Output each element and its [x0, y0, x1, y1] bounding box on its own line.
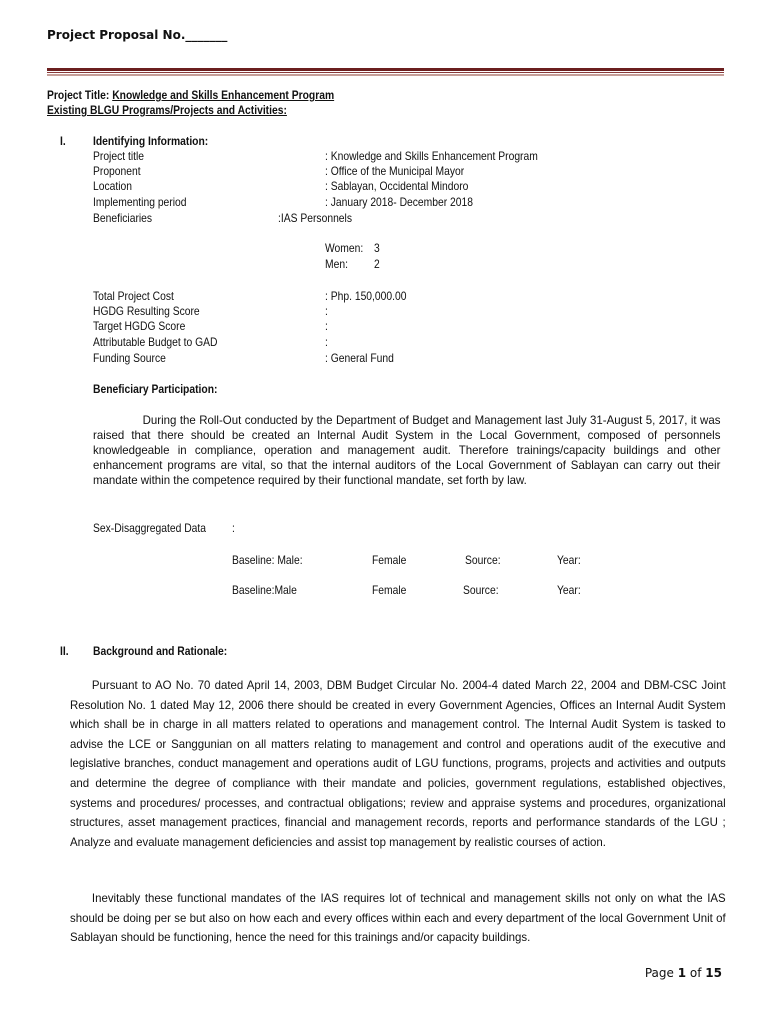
- women-label: Women:: [325, 241, 364, 255]
- field-value: :: [325, 319, 328, 333]
- section-1-numeral: I.: [60, 134, 66, 148]
- rationale-paragraph-2: Inevitably these functional mandates of the IAS requires lot of technical and management skills not only on what the IAS should be doing per se but also on how each and every offices within each and every department of the local Government Unit of Sablayan should be functioning, hence the need for this trainings and/or capacity buildings.: [70, 891, 726, 945]
- page-current: 1: [677, 966, 687, 980]
- field-value: : General Fund: [325, 351, 394, 365]
- sex-disaggregated-label: Sex-Disaggregated Data: [93, 521, 207, 535]
- field-value: : Sablayan, Occidental Mindoro: [325, 179, 469, 193]
- field-value: : Php. 150,000.00: [325, 289, 407, 303]
- project-title-value: Knowledge and Skills Enhancement Program: [112, 88, 335, 102]
- beneficiary-participation-heading: Beneficiary Participation:: [93, 382, 218, 396]
- baseline-source: Source:: [463, 583, 499, 597]
- field-label: Total Project Cost: [93, 289, 174, 303]
- field-value: : Office of the Municipal Mayor: [325, 164, 465, 178]
- page-of: of: [689, 966, 702, 980]
- field-value: :: [325, 304, 328, 318]
- page-total: 15: [705, 966, 722, 980]
- baseline-label: Baseline: Male:: [232, 553, 303, 567]
- project-title-line: [47, 88, 334, 103]
- beneficiaries-label: Beneficiaries: [93, 211, 153, 225]
- field-value: : Knowledge and Skills Enhancement Program: [325, 149, 538, 163]
- participation-paragraph: During the Roll-Out conducted by the Department of Budget and Management last July 31-August 5, 2017, it was raised that there should be created an Internal Audit System in the Local Government, composed of personnels knowledgeable in compliance, operation and management audit. Therefore trainings/capacity buildings and other enhancement programs are vital, so that the internal auditors of the Local Government of Sablayan can carry out their mandate within the competence required by their functional mandate, set forth by law.: [93, 413, 721, 487]
- field-label: Target HGDG Score: [93, 319, 186, 333]
- field-label: HGDG Resulting Score: [93, 304, 200, 318]
- section-2-numeral: II.: [60, 644, 69, 658]
- men-count: 2: [374, 257, 380, 271]
- proposal-number-label: Project Proposal No._______: [47, 28, 228, 42]
- baseline-label: Baseline:Male: [232, 583, 297, 597]
- project-title-label: Project Title:: [47, 88, 110, 102]
- page-number: [645, 966, 722, 980]
- beneficiaries-value: :IAS Personnels: [278, 211, 353, 225]
- baseline-source: Source:: [465, 553, 501, 567]
- field-label: Location: [93, 179, 133, 193]
- baseline-year: Year:: [557, 553, 581, 567]
- field-label: Implementing period: [93, 195, 187, 209]
- section-2-heading: Background and Rationale:: [93, 644, 228, 658]
- field-label: Attributable Budget to GAD: [93, 335, 218, 349]
- field-label: Project title: [93, 149, 145, 163]
- men-label: Men:: [325, 257, 348, 271]
- field-label: Proponent: [93, 164, 141, 178]
- baseline-female: Female: [372, 583, 407, 597]
- baseline-year: Year:: [557, 583, 581, 597]
- section-1-heading: Identifying Information:: [93, 134, 209, 148]
- women-count: 3: [374, 241, 380, 255]
- field-label: Funding Source: [93, 351, 166, 365]
- field-value: :: [325, 335, 328, 349]
- rationale-paragraph-1: Pursuant to AO No. 70 dated April 14, 2003, DBM Budget Circular No. 2004-4 dated March 22, 2004 and DBM-CSC Joint Resolution No. 1 dated May 12, 2006 there should be created in every Government Agencies, Offices an Internal Audit System which shall be in charge in all matters related to operations and management control. The Internal Audit System is tasked to advise the LCE or Sanggunian on all matters relating to management and control and operations audit of the executive and legislative branches, conduct management and operations audit of LGU functions, programs, projects and activities and outputs and determine the degree of compliance with their mandate and policies, government regulations, established objectives, systems and procedures/ processes, and contractual obligations; review and appraise systems and procedures, organizational structures, asset management practices, financial and management records, reports and performance standards of the LGU ; Analyze and evaluate management deficiencies and assist top management by realistic courses of action.: [70, 678, 726, 849]
- page-word: Page: [644, 966, 674, 980]
- sex-disaggregated-colon: :: [232, 521, 235, 535]
- field-value: : January 2018- December 2018: [325, 195, 474, 209]
- existing-programs-heading: Existing BLGU Programs/Projects and Activities:: [47, 103, 287, 117]
- header-divider: [47, 68, 724, 76]
- baseline-female: Female: [372, 553, 407, 567]
